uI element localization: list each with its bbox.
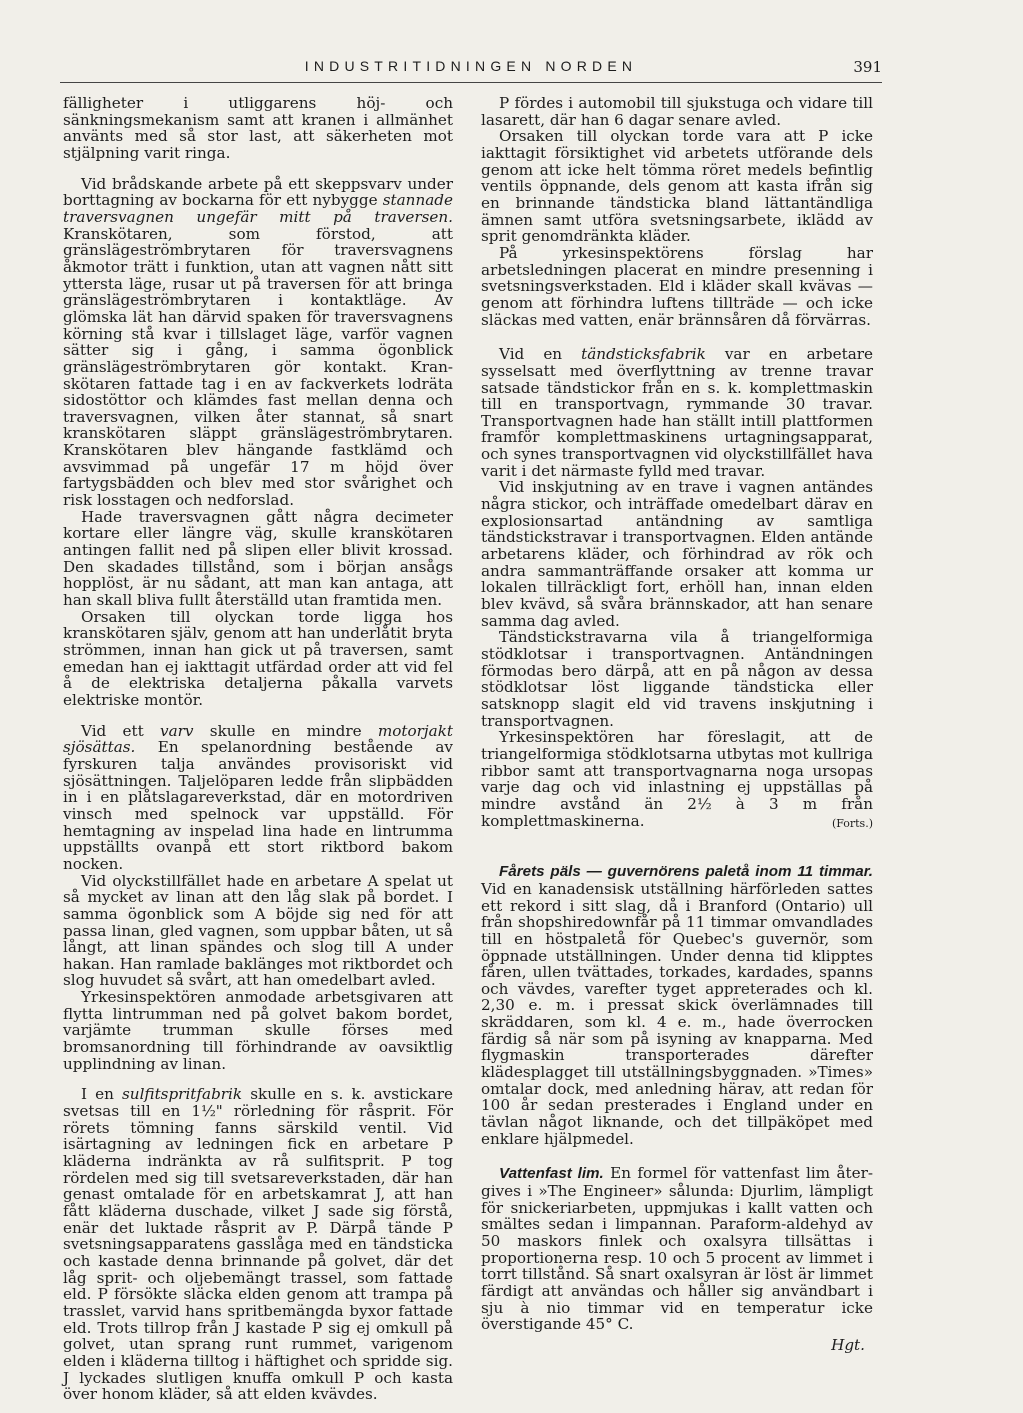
author-signature: Hgt. <box>831 1335 865 1354</box>
paragraph: Vid brådskande arbete på ett skeppsvarv under borttagning av bockarna för ett nybygge stannade traversvagnen ungefär mitt på traversen. Kranskötaren, som förstod, att gränslägeströmbrytaren för traversvagnens åkmotor trätt i funktion, utan att vagnen nått sitt yttersta läge, rusar ut på traversen för att bringa gränslägeströmbrytaren i kontaktläge. Av glömska lät han därvid spaken för traversvagnens körning stå kvar i tillslaget läge, varför vagnen sätter sig i gång, i samma ögonblick gränslägeströmbrytaren gör kontakt. Kranskötaren fattade tag i en av fackverkets lodräta sidostöttor och klämdes fast mellan denna och traversvagnen, vilken åter stannat, så snart kranskötaren släppt gränslägeströmbrytaren. Kranskötaren blev hängande fastklämd och avsvimmad på ungefär 17 m höjd över fartygsbädden och blev med stor svårighet och risk losstagen och nedforslad. <box>63 174 453 510</box>
paragraph: P fördes i automobil till sjukstuga och vidare till lasarett, där han 6 dagar senare avled. <box>481 94 873 129</box>
notice-heading: Fårets päls — guvernörens paletå inom 11 timmar. <box>499 863 873 881</box>
paragraph: I en sulfitspritfabrik skulle en s. k. avstickare svetsas till en 1½" rörledning för råsprit. För rörets tömning fanns särskild ventil. Vid isärtagning av ledningen fick en arbetare P kläderna indränkta av rå sulfitsprit. P tog rördelen med sig till svetsareverkstaden, där han genast omtalade för en arbetskamrat J, att han fått kläderna duschade, vilket J sade sig förstå, enär det luktade råsprit av P. Därpå tände P svetsningsapparatens gasslåga med en tändsticka och kastade denna brinnande på golvet, där det låg sprit- och oljebemängt trassel, som fattade eld. P försökte släcka elden genom att trampa på trasslet, varvid hans spritbemängda byxor fattade eld. Trots tillrop från J kastade P sig ej omkull på golvet, utan sprang runt rummet, varigenom elden i kläderna tilltog i häftighet och spridde sig. J lyckades slutligen knuffa omkull P och kasta över honom kläder, så att elden kvävdes. <box>63 1085 453 1404</box>
page-header <box>60 52 882 83</box>
news-notice: Vattenfast lim. En formel för vattenfast lim återgives i »The Engineer» sålunda: Djurlim, lämpligt för snickeriarbeten, uppmjukas i kallt vatten och smältes sedan i limpannan. Paraform-aldehyd av 50 maskors finlek och oxalsyra tillsättas i proportionerna resp. 10 och 5 procent av limmet i torrt tillstånd. Så snart oxalsyran är löst är limmet färdigt att användas och håller sig användbart i sju à nio timmar vid en temperatur icke överstigande 45° C. <box>481 1164 873 1334</box>
paragraph: Vid inskjutning av en trave i vagnen antändes några stickor, och inträffade omedelbart därav en explosionsartad antändning av samtliga tändstickstravar i transportvagnen. Elden antände arbetarens kläder, och förhindrad av rök och andra sammanträffande orsaker att komma ur lokalen tillräckligt fort, erhöll han, innan elden blev kvävd, så svåra brännskador, att han senare samma dag avled. <box>481 478 873 630</box>
paragraph: Hade traversvagnen gått några decimeter kortare eller längre väg, skulle kranskötaren antingen fallit ned på slipen eller blivit krossad. Den skadades tillstånd, som i början ansågs hopplöst, är nu sådant, att man kan antaga, att han skall bliva fullt återställd utan framtida men. <box>63 507 453 610</box>
paragraph: På yrkesinspektörens förslag har arbetsledningen placerat en mindre presenning i svetsningsverkstaden. Eld i kläder skall kvävas — genom att förhindra luftens tillträde — och icke släckas med vatten, enär brännsåren då förvärras. <box>481 243 873 329</box>
page-number: 391 <box>853 58 882 76</box>
paragraph: Vid olyckstillfället hade en arbetare A spelat ut så mycket av linan att den låg slak på bordet. I samma ögonblick som A böjde sig ned för att passa linan, gled vagnen, som uppbar båten, ut så långt, att linan spändes och slog till A under hakan. Han ramlade baklänges mot riktbordet och slog huvudet så svårt, att han omedelbart avled. <box>63 871 453 990</box>
paragraph: Vid ett varv skulle en mindre motorjakt sjösättas. En spelanordning bestående av fyrskuren talja användes provisoriskt vid sjösättningen. Taljelöparen ledde från slipbädden in i en plåtslagareverkstad, där en motordriven vinsch med spelnock var uppställd. För hemtagning av inspelad lina hade en lintrumma uppställts ovanpå ett stort riktbord bakom nocken. <box>63 721 453 873</box>
paragraph: fälligheter i utliggarens höj- och sänkningsmekanism samt att kranen i allmänhet använts med så stor last, att säkerheten mot stjälpning varit ringa. <box>63 94 453 162</box>
paragraph: Vid en tändsticksfabrik var en arbetare sysselsatt med överflyttning av trenne travar satsade tändstickor från en s. k. komplettmaskin till en transportvagn, rymmande 30 travar. Transportvagnen hade han ställt intill plattformen framför komplettmaskinens urtagningsapparat, och synes transportvagnen vid olyckstillfället hava varit i det närmaste fylld med travar. <box>481 345 873 480</box>
continued-note: (Forts.) <box>831 816 873 830</box>
left-column <box>63 95 453 1403</box>
news-notice: Fårets päls — guvernörens paletå inom 11 timmar. Vid en kanadensisk utställning härförleden sattes ett rekord i sitt slag, då i Branford (Ontario) ull från shopshiredownfår på 11 timmar omvandlades till en höstpaletå för Quebec's guvernör, som öppnade utställningen. Under denna tid klipptes fåren, ullen tvättades, torkades, kardades, spanns och vävdes, varefter tyget appreterades och kl. 2,30 e. m. i pressat skick överlämnades till skräddaren, som kl. 4 e. m., hade överrocken färdig så när som på isyning av knapparna. Med flygmaskin transporterades därefter klädesplagget till utställningsbyggnaden. »Times» omtalar dock, med anledning härav, att redan för 100 år sedan presterades i England under en tävlan något liknande, och det tillpäköpet med enklare hjälpmedel. <box>481 863 873 1148</box>
paragraph: Tändstickstravarna vila å triangelformiga stödklotsar i transportvagnen. Antändningen förmodas bero därpå, att en på någon av dessa stödklotsar löst liggande tändsticka eller satsknopp slagit eld vid travens inskjutning i transportvagnen. <box>481 628 873 730</box>
running-title: INDUSTRITIDNINGEN NORDEN <box>304 58 638 74</box>
right-column <box>481 95 873 1354</box>
paragraph: Yrkesinspektören har föreslagit, att de triangelformiga stödklotsarna utbytas mot kullriga ribbor samt att transportvagnarna noga ursopas varje dag och vid inlastning ej uppställas på mindre avstånd än 2½ à 3 m från komplettmaskinerna. (Forts.) <box>481 729 873 829</box>
paragraph: Yrkesinspektören anmodade arbetsgivaren att flytta lintrumman ned på golvet bakom bordet, varjämte trumman skulle förses med bromsanordning till förhindrande av oavsiktlig upplindning av linan. <box>63 988 453 1073</box>
paragraph: Orsaken till olyckan torde ligga hos kranskötaren själv, genom att han underlåtit bryta strömmen, innan han gick ut på traversen, samt emedan han ej iakttagit utfärdad order att vid fel å de elektriska detaljerna påkalla varvets elektriske montör. <box>63 607 453 709</box>
notice-heading: Vattenfast lim. <box>499 1165 604 1183</box>
paragraph: Orsaken till olyckan torde vara att P icke iakttagit försiktighet vid arbetets utförande dels genom att icke helt tömma röret medels befintlig ventils öppnande, dels genom att kasta ifrån sig en brinnande tändsticka bland lättantändliga ämnen samt utföra svetsningsarbete, iklädd av sprit genomdränkta kläder. <box>481 127 873 246</box>
